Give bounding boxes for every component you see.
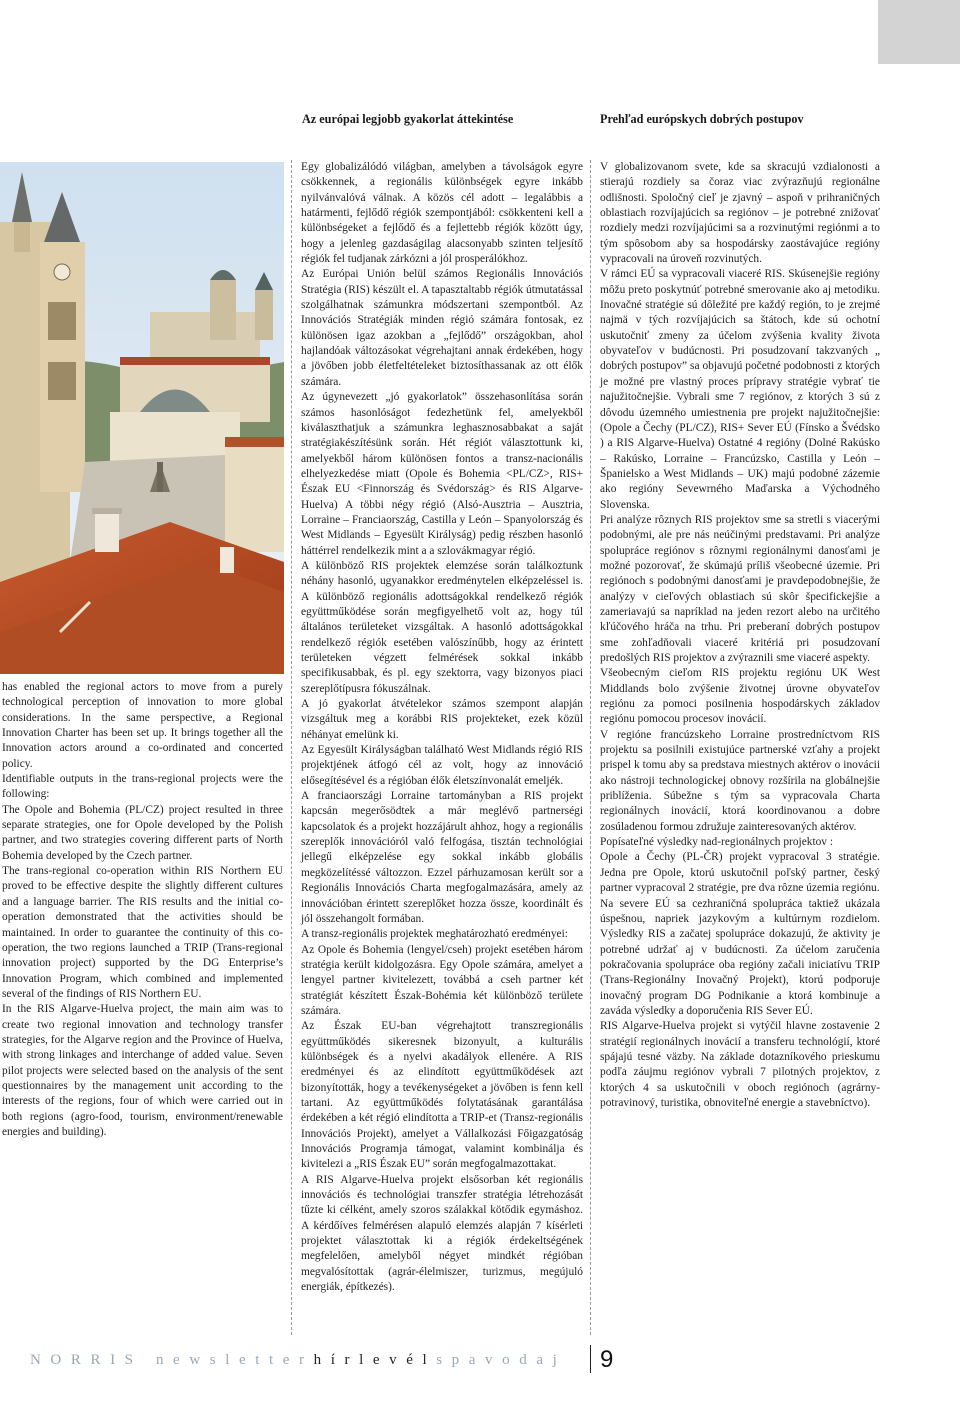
footer-masthead [30,1352,566,1369]
page-number-divider [590,1345,591,1373]
hungarian-paragraph-2: Az Európai Unión belül számos Regionális Innovációs Stratégia (RIS) készült el. A tapasztaltabb régiók útmutatással szolgálhatnak számunkra módszertani szempontból. Az Innovációs Stratégiák minden régió számára fontosak, ez különösen igaz azokban a „fejlődő” országokban, ahol hajlandóak változásokat végrehajtani annak érdekében, hogy a jövőben jobb életfeltételeket biztosíthassanak az ott élők számára. [301,268,583,388]
slovak-paragraph-1: V globalizovanom svete, kde sa skracujú vzdialonosti a stierajú rozdiely sa čoraz viac zvýrazňujú regionálne odlišnosti. Spoločný cieľ je zjavný – aspoň v prihraničných oblastiach rozvíjajúcich sa regiónov – je potrebné znižovať rozdiely medzi rozvíjajúcimi sa a rozvinutými regiónmi a to tým spôsobom aby sa hospodársky zaostávajúce regióny vypracovali na úroveň rozvinutých. [600,161,880,266]
hungarian-column [301,160,583,1295]
hungarian-paragraph-5: A jó gyakorlat átvételekor számos szempont alapján vizsgáltuk meg a korábbi RIS projekteket, ezek közül néhányat emelünk ki. [301,698,583,741]
hungarian-paragraph-3: Az úgynevezett „jó gyakorlatok” összehasonlítása során számos hasonlóságot fedezhetünk fel, amelyekből kiválaszthatjuk a számunkra leghasznosabbakat a saját stratégiakészítésünk során. Hét régiót választottunk ki, amelyekből három különösen fontos a transz-nacionális elhelyezkedése miatt (Opole és Bohemia <PL/CZ>, RIS+ Észak EU <Finnország és Svédország> és RIS Algarve-Huelva) A többi négy régió (Alsó-Ausztria – Ausztria, Lorraine – Franciaország, Castilla y León – Spanyolország és West Midlands – Egyesült Királyság) pedig részben hasonló háttérrel rendelkezik mint a a szlovákmagyar régió. [301,391,583,557]
header-hungarian: Az európai legjobb gyakorlat áttekintése [302,112,514,126]
footer-newsletter: NORRIS newsletter [30,1352,314,1368]
footer-hirlevel: hírlevél [313,1352,437,1368]
page-number: 9 [600,1346,614,1373]
footer-spavodaj: spavodaj [436,1352,567,1368]
hungarian-paragraph-1: Egy globalizálódó világban, amelyben a távolságok egyre csökkennek, a regionális különbségek egyre inkább nyilvánvalóvá válnak. A közös cél adott – legalábbis a határmenti, fejlődő régiók szempontjából: csökkenteni kell a különbségeket a fejlődő és a fejlettebb régiók között úgy, hogy a jelenleg gazdaságilag alacsonyabb szinten teljesítő régiók fel tudjanak zárkózni a jól prosperálókhoz. [301,161,583,266]
town-photo-illustration [0,162,284,674]
english-column [2,680,283,1140]
hungarian-paragraph-11: A RIS Algarve-Huelva projekt elsősorban két regionális innovációs és technológiai transzfer stratégia létrehozását tűzte ki célként, amely szoros szálakkal kötődik egymáshoz. A kérdőíves felmérésen alapuló elemzés alapján 7 kísérleti projektet választottak ki a régiók érdekeltségének megfelelően, amelyből négyet mindkét régióban megvalósítottak (agrár-élelmiszer, turizmus, megújuló energiák, építkezés). [301,1173,583,1294]
hungarian-paragraph-8: A transz-regionális projektek meghatározható eredményei: [301,928,568,941]
hungarian-paragraph-4: A különböző RIS projektek elemzése során találkoztunk néhány hasonló, ugyanakkor eredménytelen elképzeléssel is. A különböző regionális adottságokkal rendelkező régiók együttműködése során megfigyelhető volt az, hogy túl általános területeket vizsgáltak. A hasonló adottságokkal rendelkező régiók esetében valószínűbb, hogy az érintett területeken végzett felmérések sokkal inkább specifikusabbak, és pl. egy szektorra, vagy bizonyos piaci szereplőtípusra fókuszálnak. [301,559,583,695]
english-paragraph-5: In the RIS Algarve-Huelva project, the main aim was to create two regional innovation and technology transfer strategies, for the Algarve region and the Province of Huelva, with strong linkages and interchange of added value. Seven pilot projects were selected based on the analysis of the sent questionnaires by the management unit according to the interests of the regions, four of which were carried out in both regions (agro-food, tourism, environment/renewable energies and building). [2,1003,283,1138]
english-paragraph-3: The Opole and Bohemia (PL/CZ) project resulted in three separate strategies, one for Opole developed by the Polish partner, and two strategies covering different parts of North Bohemia developed by the Czech partner. [2,803,283,862]
slovak-paragraph-5: V regióne francúzskeho Lorraine prostredníctvom RIS projektu sa posilnili existujúce partnerské vzťahy a projekt prispel k tomu aby sa predstava miestnych aktérov o inovácii ako nástroji technologickej obnovy rozšírila na globálnejšie priblíženia. Súbežne s tým sa vypracovala Charta regionálnych inovácií, ktorá koordinovanou a dobre zosúladenou formou združuje zainteresovaných aktérov. [600,728,880,833]
slovak-paragraph-3: Pri analýze rôznych RIS projektov sme sa stretli s viacerými podobnými, ale pre nás neúčinými predstavami. Pri analýze spolupráce regiónov s rôznymi regionálnymi danosťami je možné pozorovať, že skúmajú príliš všeobecné územie. Pri regiónoch s podobnými danosťami je pravdepodobnejšie, že analýzy v cieľových oblastiach sú skôr špecifickejšie a zameriavajú sa napríklad na jeden rezort alebo na určitého kľúčového hráča na trhu. Pri preberaní dobrých postupov sme zohľadňovali viaceré kritériá pri posudzovaní predošlých RIS projektov a zvýraznili sme viaceré aspekty. [600,513,880,664]
slovak-paragraph-7: Opole a Čechy (PL-ČR) projekt vypracoval 3 stratégie. Jedna pre Opole, ktorú uskutočnil poľský partner, český partner vypracoval 2 stratégie, pre dva rôzne územia regiónu. [600,851,880,895]
slovak-paragraph-6: Popísateľné výsledky nad-regionálnych projektov : [600,836,834,849]
hungarian-paragraph-6: Az Egyesült Királyságban található West Midlands régió RIS projektjének átfogó cél az volt, hogy az innováció elősegítésével és a régióban élők életszínvonalát emeljék. [301,744,583,787]
slovak-paragraph-4: Všeobecným cieľom RIS projektu regiónu UK West Middlands bolo zvýšenie životnej úrovne obyvateľov regiónu za pomoci posilnenia hospodárskych základov regiónu pomocou procesov inovácií. [600,667,880,726]
corner-decoration [878,0,960,64]
slovak-paragraph-2: V rámci EÚ sa vypracovali viaceré RIS. Skúsenejšie regióny môžu preto poskytnúť potrebné smerovanie ako aj metodiku. Inovačné stratégie sú dôležité pre každý región, to je zrejmé najmä v tých rozvíjajúcich sa štátoch, kde sú ochotní uskutočniť zmeny za účelom zvýšenia kvality života obyvateľov v budúcnosti. Pri posudzovaní takzvaných „ dobrých postupov” sa objavujú početné podobnosti z ktorých je možné pre vlastný proces prípravy stratégie vybrať tie najužitočnejšie. Vybrali sme 7 regiónov, z ktorých 3 sú z dôvodu územného umiestnenia pre projekt najužitočnejšie: (Opole a Čechy (PL/CZ), RIS+ Sever EÚ (Fínsko a Švédsko ) a RIS Algarve-Huelva) Ostatné 4 regióny (Dolné Rakúsko – Rakúsko, Lorraine – Francúzsko, Castilla y León – Španielsko a West Midlands – UK) majú podobné zázemie ako regióny Sevewrného Maďarska a Východného Slovenska. [600,268,880,511]
column-divider-left [291,160,292,1335]
slovak-column [600,160,880,1111]
english-paragraph-2: Identifiable outputs in the trans-regional projects were the following: [2,773,283,801]
header-slovak: Prehľad európskych dobrých postupov [600,112,804,126]
column-divider-right [590,160,591,1335]
english-paragraph-4: The trans-regional co-operation within RIS Northern EU proved to be effective despite the slightly different cultures and a language barrier. The RIS results and the initial co-operation demonstrated that the activities should be maintained. In order to guarantee the continuity of this co-operation, the two regions launched a TRIP (Trans-regional innovation project) supported by the DG Enterprise’s Innovation Program, which combined and implemented several of the findings of RIS Northern EU. [2,865,283,1000]
hungarian-paragraph-7: A franciaországi Lorraine tartományban a RIS projekt kapcsán megerősödtek a már meglévő partnerségi kapcsolatok és a projekt hozzájárult ahhoz, hogy a regionális szereplők innovációról való felfogása, tisztán technológiai jellegű elképzelése egy sokkal inkább globális megközelítéssé változzon. Ezzel párhuzamosan került sor a Regionális Innovációs Charta megfogalmazására, amely az innovációban érintett szereplőket hozza össze, koordinált és jól összehangolt formában. [301,790,583,925]
english-paragraph-1: has enabled the regional actors to move from a purely technological perception of innovation to more global considerations. In the same perspective, a Regional Innovation Charter has been set up. It brings together all the Innovation actors around a co-ordinated and concerted policy. [2,681,283,770]
hungarian-paragraph-9: Az Opole és Bohemia (lengyel/cseh) projekt esetében három stratégia került kidolgozásra. Egy Opole számára, amelyet a lengyel partner kivitelezett, továbbá a cseh partner két stratégiát készített Észak-Bohémia két különböző területe számára. [301,943,583,1017]
town-square-photo [0,162,284,674]
slovak-paragraph-9: RIS Algarve-Huelva projekt si vytýčil hlavne zostavenie 2 stratégií regionálnych inovácií a transferu technológií, ktoré spájajú tesné väzby. Na základe dotazníkového prieskumu podľa záujmu regiónov vybrali 7 pilotných projektov, z ktorých 4 sa uskutočnili v oboch regiónoch (agrárny-potravinový, turistika, obnoviteľné energie a stavebníctvo). [600,1020,880,1109]
slovak-paragraph-8: Na severe EÚ sa cezhraničná spolupráca taktiež ukázala úspešnou, napriek jazykovým a kultúrnym rozdielom. Výsledky RIS a začatej spolupráce dokazujú, že aktivity je potrebné udržať aj v budúcnosti. Za účelom zaručenia pokračovania spolupráce oba regióny začali iniciatívu TRIP (Trans-Regionálny Inovačný Projekt), ktorú podporuje inovačný program DG Podnikanie a ktorá kombinuje a zaváda výsledky a doporučenia RIS Sever EÚ. [600,897,880,1017]
hungarian-paragraph-10: Az Észak EU-ban végrehajtott transzregionális együttműködés sikeresnek bizonyult, a kulturális különbségek és a nyelvi akadályok ellenére. A RIS eredményei és az elindított együttműködések azt bizonyították, hogy a tevékenységeket a jövőben is fenn kell tartani. Az együttműködés folytatásának garantálása érdekében a két régió elindította a TRIP-et (Transz-regionális Innovációs Projekt), amelyet a Vállalkozási Főigazgatóság Innovációs Programja támogat, valamint kombinálja és kivitelezi a „RIS Észak EU” során megfogalmazottakat. [301,1020,583,1171]
